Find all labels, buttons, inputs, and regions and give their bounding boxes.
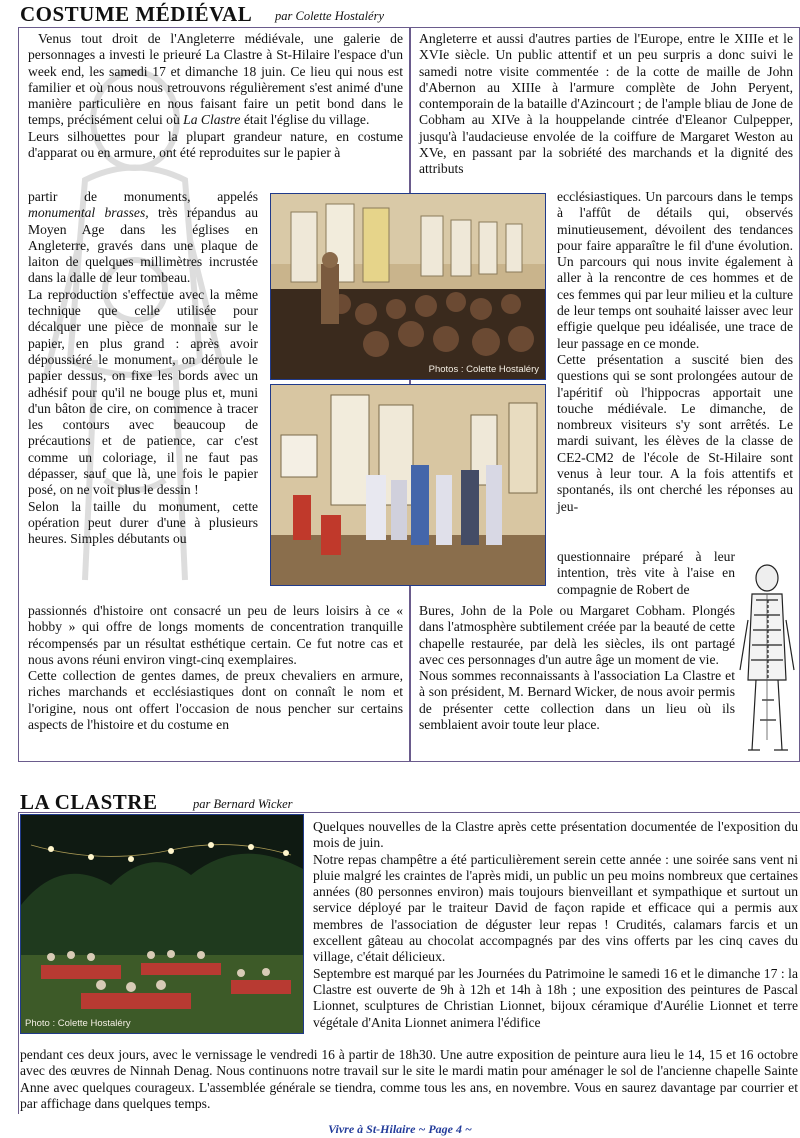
paragraph: partir de monuments, appelés bbox=[28, 189, 258, 204]
paragraph: Selon la taille du monument, cette opération peut durer d'une à plusieurs heures. Simples débutants ou bbox=[28, 498, 258, 547]
paragraph: Quelques nouvelles de la Clastre après cette présentation documentée de l'exposition du mois de juin. bbox=[313, 819, 798, 851]
photo-image bbox=[271, 194, 546, 380]
page-footer: Vivre à St-Hilaire ~ Page 4 ~ bbox=[328, 1122, 472, 1136]
paragraph: était l'église du village. bbox=[240, 112, 370, 128]
photo-caption: Photo : Colette Hostaléry bbox=[25, 1018, 131, 1029]
paragraph: passionnés d'histoire ont consacré un peu de leurs loisirs à ce « hobby » qui offre de longs moments de concentration tranquille récompensés par un résultat esthétique certain. Ce fut notre cas et nous avons réuni environ vingt-cinq exemplaires. bbox=[28, 603, 403, 667]
article1-right-bottom bbox=[419, 603, 735, 733]
paragraph: La reproduction s'effectue avec la même technique que celle utilisée pour décalquer une pièce de monnaie sur le papier, en plus grand : après avoir dépoussiéré le monument, on déroule le papier dessus, on fixe les bords avec un adhésif pour qu'il ne bouge plus et, muni d'un bâton de cire, on commence à tracer les contours avec beaucoup de précautions et de patience, car c'est comme un coloriage, il ne faut pas dépasser, sauf que là, une fois le papier posé, on ne voit plus le dessin ! bbox=[28, 286, 258, 498]
article1-left-bottom bbox=[28, 603, 403, 733]
knight-brass-figure bbox=[738, 560, 796, 760]
paragraph: Cette présentation a suscité bien des questions qui se sont prolongées autour de l'apéritif où l'hippocras apportait une touche médiévale. Le dimanche, de nombreux visiteurs s'y sont arrêtés. Le mardi suivant, les élèves de la classe de CE2-CM2 de l'école de St-Hilaire sont venus à leur tour. A la fois attentifs et spontanés, ils ont cherché les réponses au jeu- bbox=[557, 351, 793, 514]
photo-evening-dinner bbox=[20, 814, 304, 1034]
article2-text-right bbox=[313, 819, 798, 1031]
paragraph: Nous sommes reconnaissants à l'association La Clastre et à son président, M. Bernard Wicker, de nous avoir permis de présenter cette collection dans un lieu où ils semblaient avoir toute leur place. bbox=[419, 668, 735, 733]
article-byline-costume: par Colette Hostaléry bbox=[275, 9, 385, 23]
article1-left-top bbox=[28, 31, 403, 161]
paragraph: Bures, John de la Pole ou Margaret Cobham. Plongés dans l'atmosphère subtilement créée par la beauté de cette chapelle restaurée, par delà les siècles, ils ont partagé avec ces personnages d'un autre âge un moment de vie. bbox=[419, 603, 735, 667]
paragraph: très répandus au Moyen Age dans les églises en Angleterre, gravés dans une plaque de laiton de quelques millimètres incrustée dans la dalle de leur tombeau. bbox=[28, 205, 258, 286]
article-byline-clastre: par Bernard Wicker bbox=[193, 797, 293, 811]
paragraph: Cette collection de gentes dames, de preux chevaliers en armure, riches marchands et ecclésiastiques dont on connaît le nom et l'origine, nous ont offert l'occasion de nous pencher sur certains aspects de l'histoire et du costume en bbox=[28, 668, 403, 733]
paragraph: pendant ces deux jours, avec le vernissage le vendredi 16 à partir de 18h30. Une autre exposition de peinture aura lieu le 14, 15 et 16 octobre avec des œuvres de Ninnah Denag. Nous continuons notre travail sur le site le mardi matin pour aménager le sol de l'ancienne chapelle Sainte Anne avec quelques courageux. L'assemblée générale se tiendra, comme tous les ans, en novembre. Vous en saurez davantage par courrier et par affichage dans quelques temps. bbox=[20, 1047, 798, 1111]
italic-text: monumental brasses, bbox=[28, 205, 149, 221]
paragraph: Notre repas champêtre a été particulièrement serein cette année : une soirée sans vent ni pluie malgré les craintes de l'après midi, un public un peu moins nombreux que certaines années (80 personnes environ) mais toujours bienveillant et sympathique et surtout un service déployé par le traiteur David de façon rapide et efficace qui a permis aux membres de l'association de déguster leur repas ! Crudités, calamars farcis et un excellent gâteau au chocolat accompagnés par des vins offerts par les cinq caves du village, c'était délicieux. bbox=[313, 851, 798, 965]
paragraph: ecclésiastiques. Un parcours dans le temps à l'affût de détails qui, observés minutieusement, dévoilent des tendances pour faire apparaître le fil d'une évolution. Un parcours qui nous invite également à aller à la rencontre de ces hommes et de ces femmes qui par leur milieu et la culture de leur temps ont souhaité laisser avec leur effigie quelque peu idéalisée, une trace de leur passage en ce monde. bbox=[557, 189, 793, 351]
paragraph: questionnaire préparé à leur intention, très vite à l'aise en compagnie de Robert de bbox=[557, 549, 735, 597]
photo-exhibition-audience bbox=[270, 193, 546, 380]
article2-text-bottom bbox=[20, 1047, 798, 1112]
photo-image bbox=[21, 815, 304, 1034]
italic-text: La Clastre bbox=[183, 112, 241, 128]
article-title-costume: COSTUME MÉDIÉVAL bbox=[20, 2, 253, 26]
photo-image bbox=[271, 385, 546, 586]
photo-exhibition-children bbox=[270, 384, 546, 586]
paragraph: Venus tout droit de l'Angleterre médiévale, une galerie de personnages a investi le prieuré La Clastre à St-Hilaire l'espace d'un week end, les samedi 17 et dimanche 18 juin. Ce lieu qui nous est familier et où nous nous retrouvons régulièrement s'est animé d'une manière particulière en nous faisant faire un petit bond dans le temps, précisément celui où bbox=[28, 31, 403, 128]
paragraph: Leurs silhouettes pour la plupart grandeur nature, en costume d'apparat ou en armure, ont été reproduites sur le papier à bbox=[28, 128, 403, 161]
paragraph: Septembre est marqué par les Journées du Patrimoine le samedi 16 et le dimanche 17 : la Clastre est ouverte de 9h à 12h et 14h à 18h ; une exposition des peintures de Pascal Lionnet, sculptures de Christian Lionnet, bijoux céramique d'Aurélie Lionnet et terre végétale d'Anita Lionnet animera l'édifice bbox=[313, 965, 798, 1030]
article-title-clastre: LA CLASTRE bbox=[20, 790, 158, 814]
article1-left-narrow bbox=[28, 189, 258, 548]
photo-caption: Photos : Colette Hostaléry bbox=[428, 364, 539, 375]
article1-right-narrow2 bbox=[557, 549, 735, 598]
paragraph: Angleterre et aussi d'autres parties de l'Europe, entre le XIIIe et le XVIe siècle. Un public attentif et un peu surpris a donc suivi le samedi notre visite commentée : de la cotte de maille de John d'Abernon au XIIIe à l'armure complète de John Peryent, contemporain de la bataille d'Azincourt ; de l'ample bliau de Jone de Cobham au XIVe à la houppelande cintrée d'Eleanor Culpepper, jusqu'à l'audacieuse envolée de la coiffure de Margaret Weston au XVe, en passant par la sobriété des marchands et la dignité des attributs bbox=[419, 31, 793, 177]
article1-right-narrow bbox=[557, 189, 793, 515]
article1-right-top bbox=[419, 31, 793, 178]
